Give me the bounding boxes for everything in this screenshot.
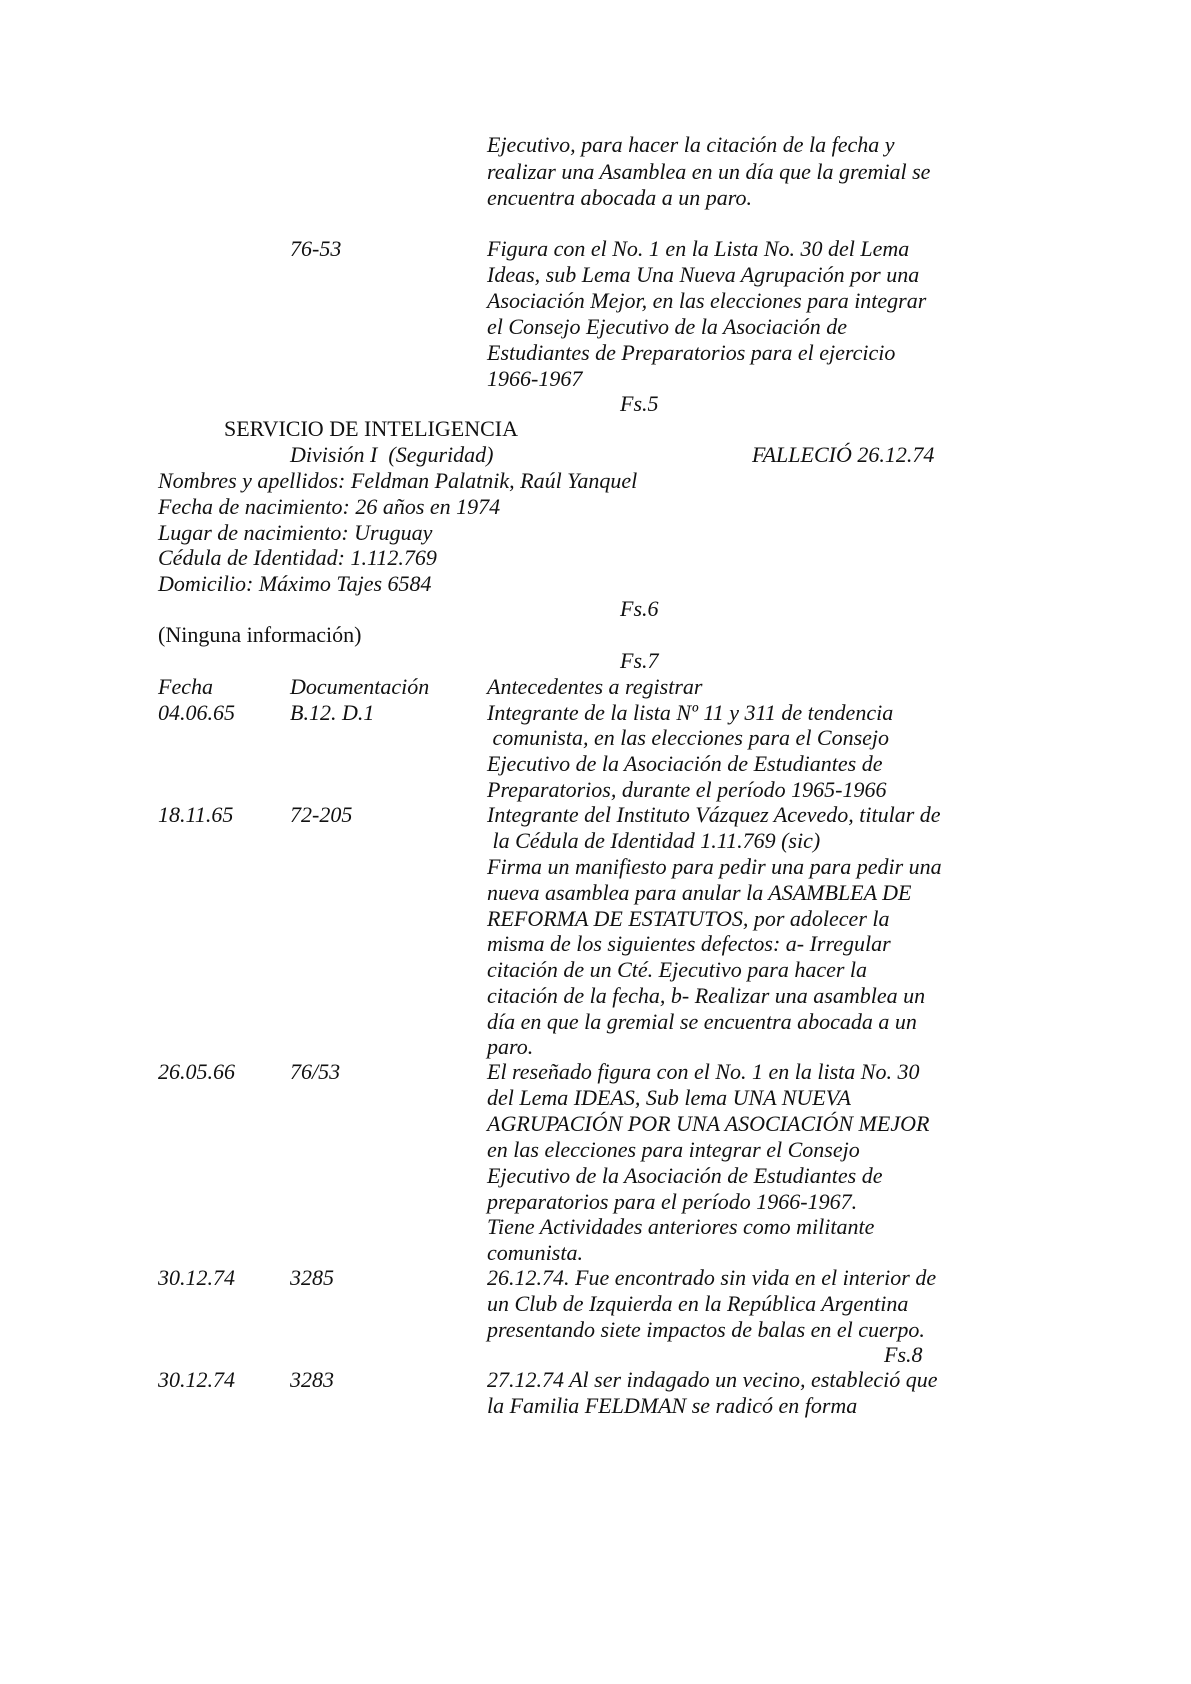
text-line: Figura con el No. 1 en la Lista No. 30 del Lema: [487, 236, 910, 261]
text-line: preparatorios para el período 1966-1967.: [487, 1189, 858, 1214]
person-birth-date: Fecha de nacimiento: 26 años en 1974: [158, 494, 501, 519]
row-doc: 3285: [290, 1265, 334, 1290]
person-id-card: Cédula de Identidad: 1.112.769: [158, 545, 437, 570]
folio-number: Fs.7: [620, 648, 659, 673]
column-header-documentation: Documentación: [290, 674, 430, 699]
text-line: 26.12.74. Fue encontrado sin vida en el interior de: [487, 1265, 937, 1290]
text-line: Asociación Mejor, en las elecciones para integrar: [487, 288, 927, 313]
text-line: citación de la fecha, b- Realizar una asamblea un: [487, 983, 926, 1008]
text-line: citación de un Cté. Ejecutivo para hacer la: [487, 957, 868, 982]
text-line: Ejecutivo de la Asociación de Estudiantes de: [487, 1163, 883, 1188]
row-date: 18.11.65: [158, 802, 234, 827]
text-line: la Familia FELDMAN se radicó en forma: [487, 1393, 858, 1418]
text-line: comunista, en las elecciones para el Consejo: [487, 725, 890, 750]
text-line: Integrante del Instituto Vázquez Acevedo, titular de: [487, 802, 941, 827]
folio-number: Fs.5: [620, 391, 659, 416]
text-line: el Consejo Ejecutivo de la Asociación de: [487, 314, 848, 339]
text-line: presentando siete impactos de balas en el cuerpo.: [487, 1317, 925, 1342]
folio-number: Fs.8: [884, 1342, 923, 1367]
row-doc: 3283: [290, 1367, 334, 1392]
person-birth-place: Lugar de nacimiento: Uruguay: [158, 520, 433, 545]
text-line: paro.: [487, 1034, 534, 1059]
row-doc: 76/53: [290, 1059, 341, 1084]
text-line: Ideas, sub Lema Una Nueva Agrupación por una: [487, 262, 920, 287]
text-line: 27.12.74 Al ser indagado un vecino, estableció que: [487, 1367, 938, 1392]
row-date: 04.06.65: [158, 700, 235, 725]
text-line: Ejecutivo de la Asociación de Estudiantes de: [487, 751, 883, 776]
text-line: día en que la gremial se encuentra abocada a un: [487, 1009, 917, 1034]
text-line: Ejecutivo, para hacer la citación de la fecha y: [487, 132, 895, 157]
text-line: AGRUPACIÓN POR UNA ASOCIACIÓN MEJOR: [487, 1111, 930, 1136]
text-line: Firma un manifiesto para pedir una para pedir una: [487, 854, 942, 879]
text-line: Estudiantes de Preparatorios para el ejercicio: [487, 340, 896, 365]
service-heading: SERVICIO DE INTELIGENCIA: [224, 416, 518, 441]
column-header-date: Fecha: [158, 674, 213, 699]
text-line: Tiene Actividades anteriores como militante: [487, 1214, 875, 1239]
text-line: un Club de Izquierda en la República Argentina: [487, 1291, 909, 1316]
division-heading: División I (Seguridad): [290, 442, 494, 467]
folio-number: Fs.6: [620, 596, 659, 621]
text-line: la Cédula de Identidad 1.11.769 (sic): [487, 828, 821, 853]
text-line: misma de los siguientes defectos: a- Irregular: [487, 931, 891, 956]
text-line: encuentra abocada a un paro.: [487, 185, 752, 210]
row-date: 30.12.74: [158, 1367, 235, 1392]
text-line: Preparatorios, durante el período 1965-1966: [487, 777, 887, 802]
person-address: Domicilio: Máximo Tajes 6584: [158, 571, 432, 596]
row-doc: B.12. D.1: [290, 700, 375, 725]
text-line: realizar una Asamblea en un día que la gremial se: [487, 159, 931, 184]
text-line: del Lema IDEAS, Sub lema UNA NUEVA: [487, 1085, 851, 1110]
death-note: FALLECIÓ 26.12.74: [752, 442, 935, 467]
no-info-note: (Ninguna información): [158, 622, 362, 647]
text-line: El reseñado figura con el No. 1 en la lista No. 30: [487, 1059, 920, 1084]
row-doc: 72-205: [290, 802, 353, 827]
text-line: nueva asamblea para anular la ASAMBLEA DE: [487, 880, 912, 905]
row-date: 30.12.74: [158, 1265, 235, 1290]
text-line: 1966-1967: [487, 366, 583, 391]
text-line: REFORMA DE ESTATUTOS, por adolecer la: [487, 906, 890, 931]
entry-code: 76-53: [290, 236, 342, 261]
text-line: comunista.: [487, 1240, 583, 1265]
text-line: Integrante de la lista Nº 11 y 311 de tendencia: [487, 700, 894, 725]
row-date: 26.05.66: [158, 1059, 235, 1084]
person-names: Nombres y apellidos: Feldman Palatnik, Raúl Yanquel: [158, 468, 638, 493]
column-header-records: Antecedentes a registrar: [487, 674, 703, 699]
text-line: en las elecciones para integrar el Consejo: [487, 1137, 860, 1162]
